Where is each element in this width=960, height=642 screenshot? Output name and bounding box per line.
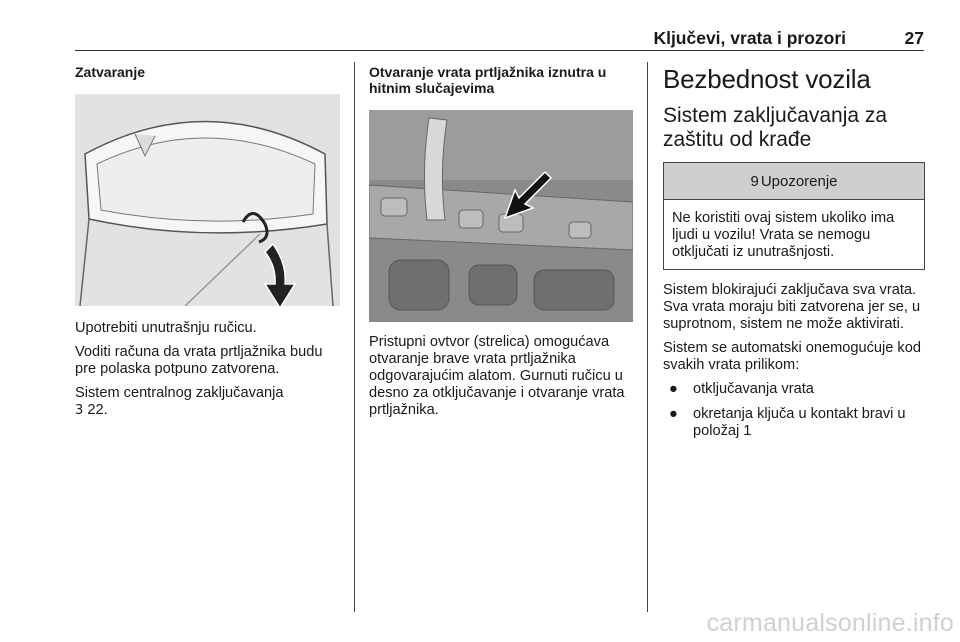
warning-label: Upozorenje — [760, 172, 838, 190]
tailgate-interior-illustration — [369, 110, 633, 322]
closing-paragraph-3: Sistem centralnog zaključavanja — [75, 385, 284, 401]
reference-page: 22. — [87, 402, 108, 418]
page-reference[interactable] — [75, 402, 340, 419]
list-item: ● okretanja ključa u kontakt bravi u položaj 1 — [669, 406, 906, 439]
emergency-paragraph: Pristupni ovtvor (strelica) omogućava otvaranje brave vrata prtljažnika odgovarajućim alatom. Gurnuti ručicu u desno za otključavanje i otvaranje vrata prtljažnika. — [369, 334, 625, 418]
anti-theft-subtitle: Sistem zaključavanja za zaštitu od krađe — [663, 104, 888, 151]
vehicle-security-title: Bezbednost vozila — [663, 64, 871, 94]
column-vehicle-security — [663, 64, 925, 448]
warning-text: Ne koristiti ovaj sistem ukoliko ima ljudi u vozilu! Vrata se nemogu otključati iz unutrašnjosti. — [672, 210, 895, 260]
emergency-heading: Otvaranje vrata prtljažnika iznutra u hitnim slučajevima — [369, 64, 607, 96]
watermark[interactable]: carmanualsonline.info — [706, 609, 954, 637]
warning-triangle-icon: 9 — [750, 172, 759, 190]
column-divider — [647, 62, 648, 612]
page-number: 27 — [904, 28, 924, 48]
warning-header — [664, 163, 924, 200]
bullet-icon: ● — [669, 381, 678, 397]
column-closing — [75, 64, 340, 426]
bullet-list — [663, 381, 925, 440]
warning-box — [663, 162, 925, 270]
security-paragraph-1: Sistem blokirajući zaključava sva vrata. Sva vrata moraju biti zatvorena jer se, u suprotnom, sistem ne može aktivirati. — [663, 282, 921, 332]
column-emergency-opening — [369, 64, 633, 426]
security-paragraph-2: Sistem se automatski onemogućuje kod svakih vrata prilikom: — [663, 340, 921, 373]
list-item: ● otključavanja vrata — [669, 381, 814, 397]
tailgate-closing-illustration — [75, 94, 340, 306]
column-divider — [354, 62, 355, 612]
page-header — [75, 26, 924, 51]
reference-arrow-icon: 3 — [75, 403, 84, 418]
bullet-icon: ● — [669, 406, 678, 422]
closing-paragraph-2: Voditi računa da vrata prtljažnika budu pre polaska potpuno zatvorena. — [75, 344, 323, 377]
closing-heading: Zatvaranje — [75, 64, 146, 80]
closing-paragraph-1: Upotrebiti unutrašnju ručicu. — [75, 320, 257, 336]
section-title: Ključevi, vrata i prozori — [653, 28, 846, 48]
